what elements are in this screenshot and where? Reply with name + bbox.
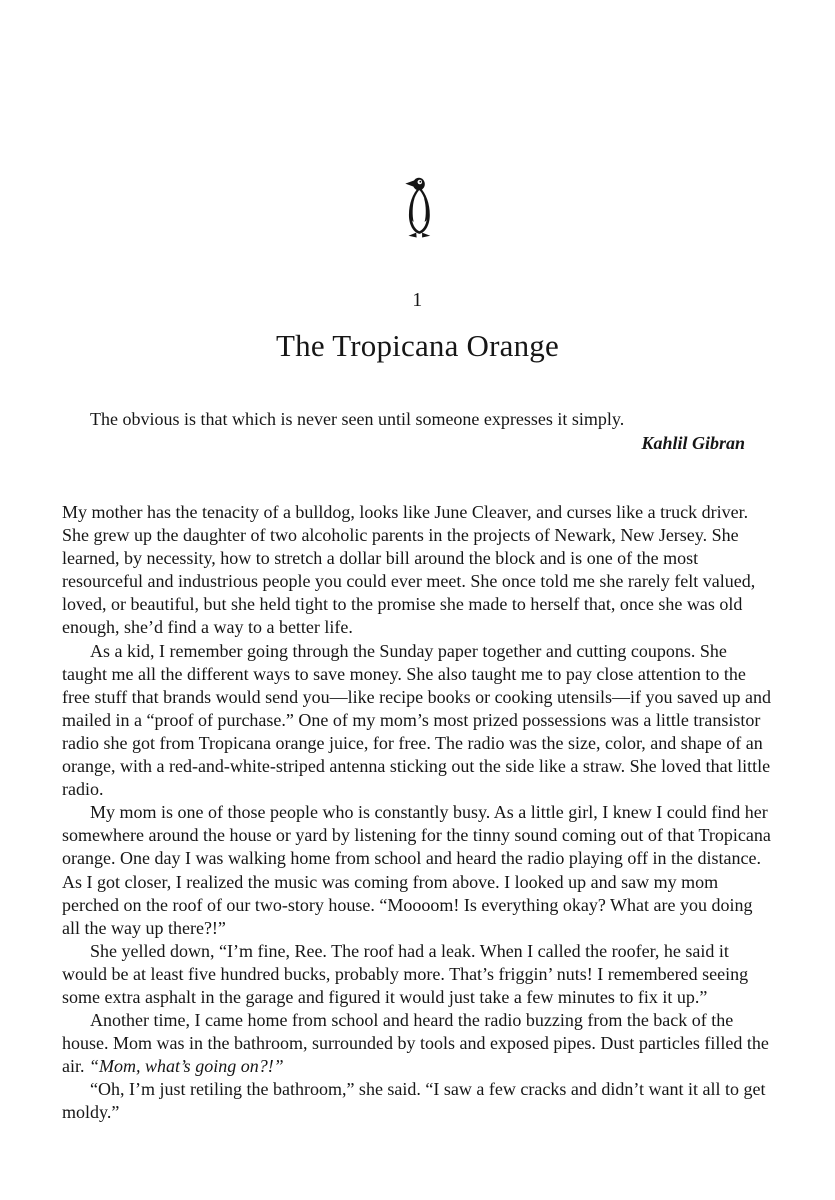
- penguin-logo: [395, 175, 441, 243]
- paragraph-2: As a kid, I remember going through the Sunday paper together and cutting coupons. She taught me all the different ways to save money. She also taught me to pay close attention to the free stuff that brands would send you—like recipe books or cooking utensils—if you saved up and mailed in a “proof of purchase.” One of my mom’s most prized possessions was a little transistor radio she got from Tropicana orange juice, for free. The radio was the size, color, and shape of an orange, with a red-and-white-striped antenna sticking out the side like a straw. She loved that little radio.: [62, 640, 772, 800]
- paragraph-6: “Oh, I’m just retiling the bathroom,” she said. “I saw a few cracks and didn’t want it all to get moldy.”: [62, 1079, 766, 1123]
- epigraph: [62, 408, 773, 455]
- penguin-icon: [395, 175, 441, 243]
- epigraph-attribution: Kahlil Gibran: [641, 433, 745, 453]
- paragraph-1: My mother has the tenacity of a bulldog, looks like June Cleaver, and curses like a truck driver. She grew up the daughter of two alcoholic parents in the projects of Newark, New Jersey. She learned, by necessity, how to stretch a dollar bill around the block and is one of the most resourceful and industrious people you could ever meet. She once told me she rarely felt valued, loved, or beautiful, but she held tight to the promise she made to herself that, once she was old enough, she’d find a way to a better life.: [62, 502, 756, 638]
- paragraph-5-italic-quote: “Mom, what’s going on?!”: [89, 1056, 284, 1077]
- chapter-number: 1: [412, 289, 423, 311]
- paragraph-4: She yelled down, “I’m fine, Ree. The roof had a leak. When I called the roofer, he said it would be at least five hundred bucks, probably more. That’s friggin’ nuts! I remembered seeing some extra asphalt in the garage and figured it would just take a few minutes to fix it up.”: [62, 940, 749, 1007]
- paragraph-5-lead: Another time, I came home from school and heard the radio buzzing from the back of the house. Mom was in the bathroom, surrounded by tools and exposed pipes. Dust particles filled the air.: [62, 1010, 769, 1077]
- epigraph-text: The obvious is that which is never seen until someone expresses it simply.: [90, 409, 625, 429]
- paragraph-5: [62, 1009, 773, 1078]
- chapter-title: The Tropicana Orange: [276, 328, 559, 363]
- paragraph-3: My mom is one of those people who is constantly busy. As a little girl, I knew I could find her somewhere around the house or yard by listening for the tinny sound coming out of that Tropicana orange. One day I was walking home from school and heard the radio playing off in the distance. As I got closer, I realized the music was coming from above. I looked up and saw my mom perched on the roof of our two-story house. “Moooom! Is everything okay? What are you doing all the way up there?!”: [62, 802, 771, 938]
- chapter-body: [62, 501, 773, 1125]
